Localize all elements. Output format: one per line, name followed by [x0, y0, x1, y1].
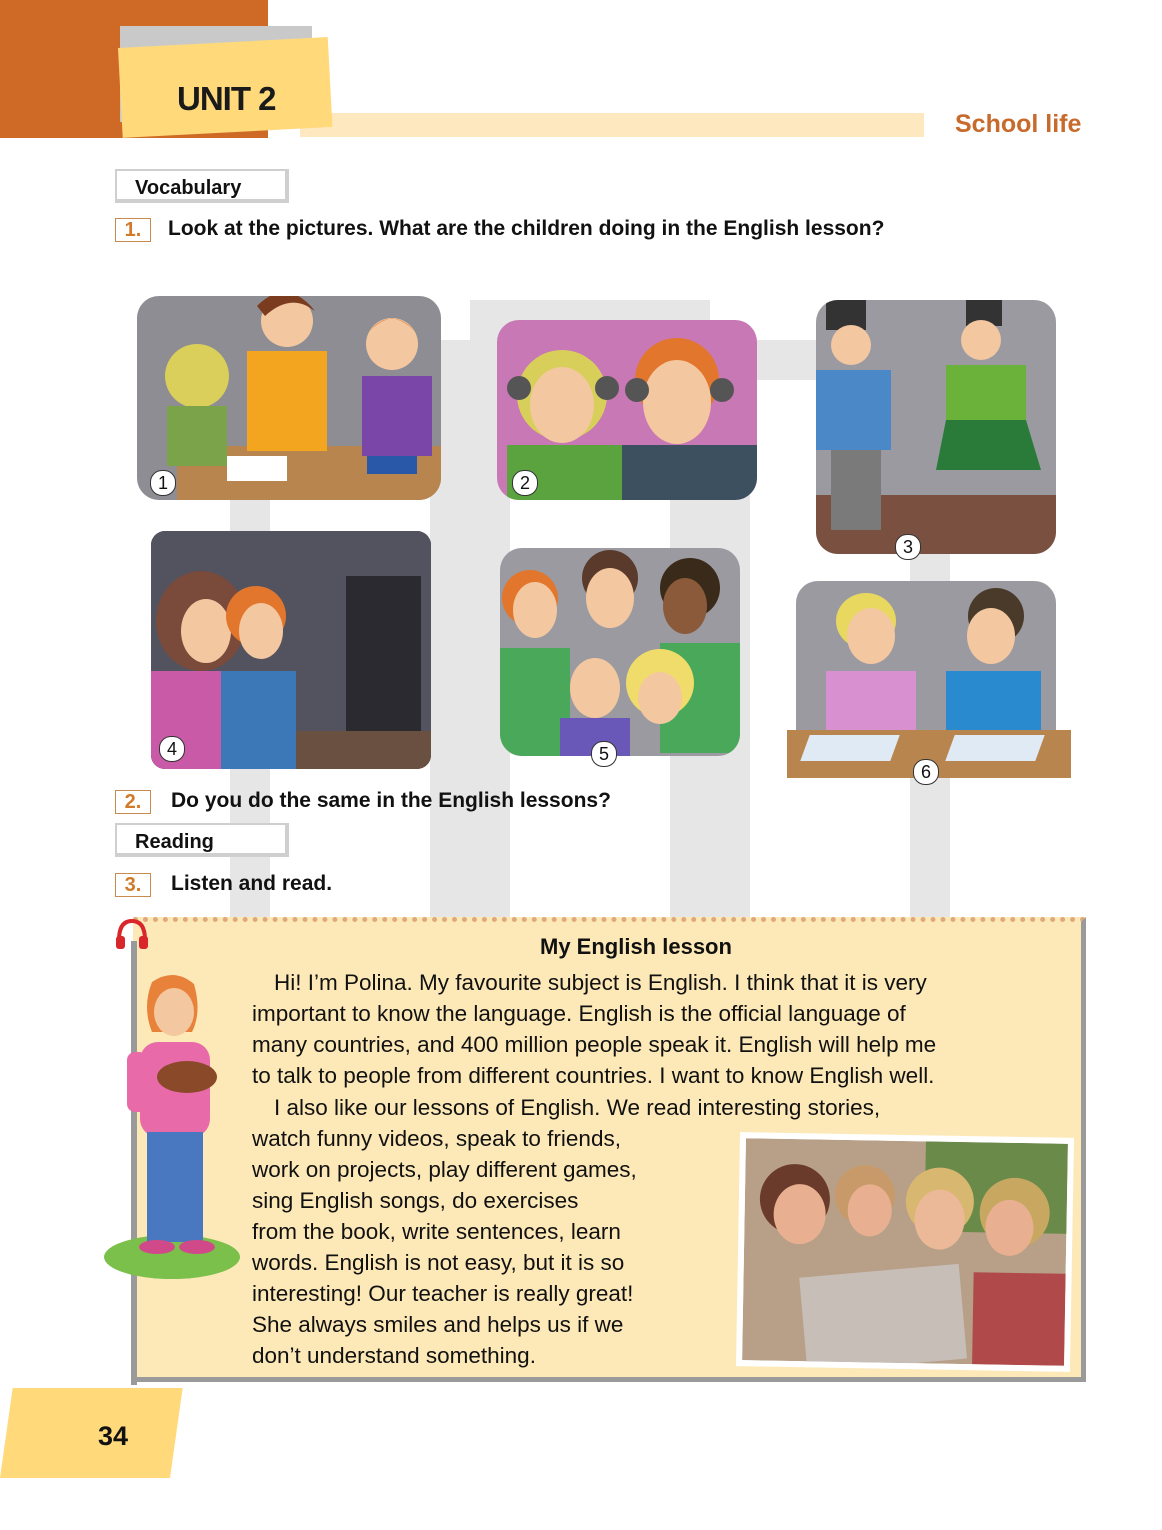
reading-line-3: many countries, and 400 million people speak it. English will help me — [252, 1032, 937, 1057]
reading-line-1: Hi! I’m Polina. My favourite subject is English. I think that it is very — [274, 970, 927, 995]
task-3-number: 3. — [115, 873, 151, 897]
page-number-tab — [0, 1388, 183, 1478]
classroom-photo — [736, 1132, 1074, 1372]
picture-4-number: 4 — [159, 736, 185, 762]
reading-line-4: to talk to people from different countries. I want to know English well. — [252, 1063, 935, 1088]
header-strip — [300, 113, 924, 137]
reading-line-13: don’t understand something. — [252, 1343, 536, 1368]
reading-tab: Reading — [115, 823, 289, 857]
picture-6-paper-left — [800, 735, 899, 761]
picture-3-number: 3 — [895, 534, 921, 560]
picture-6-paper-right — [945, 735, 1044, 761]
reading-line-8: sing English songs, do exercises — [252, 1188, 579, 1213]
picture-1 — [137, 296, 441, 500]
headphones-icon[interactable] — [114, 918, 150, 950]
picture-5 — [500, 548, 740, 756]
task-3-text: Listen and read. — [171, 872, 333, 895]
picture-5-number: 5 — [591, 741, 617, 767]
picture-6-number: 6 — [913, 759, 939, 785]
unit-title: UNIT 2 — [177, 80, 276, 117]
page-number: 34 — [98, 1421, 129, 1451]
task-2-number: 2. — [115, 790, 151, 814]
reading-line-10: words. English is not easy, but it is so — [252, 1250, 625, 1275]
reading-title: My English lesson — [540, 934, 732, 959]
picture-3 — [816, 300, 1056, 554]
task-2-text: Do you do the same in the English lessons? — [171, 789, 611, 812]
reading-line-9: from the book, write sentences, learn — [252, 1219, 621, 1244]
task-1-text: Look at the pictures. What are the children doing in the English lesson? — [168, 217, 885, 240]
reading-line-7: work on projects, play different games, — [252, 1157, 637, 1182]
picture-2-number: 2 — [512, 470, 538, 496]
reading-line-5: I also like our lessons of English. We read interesting stories, — [274, 1095, 881, 1120]
picture-4 — [151, 531, 431, 769]
reading-line-2: important to know the language. English is the official language of — [252, 1001, 906, 1026]
reading-line-12: She always smiles and helps us if we — [252, 1312, 624, 1337]
section-title: School life — [955, 110, 1082, 138]
vocabulary-tab: Vocabulary — [115, 169, 289, 203]
task-1-number: 1. — [115, 218, 151, 242]
reading-line-11: interesting! Our teacher is really great! — [252, 1281, 634, 1306]
reading-line-6: watch funny videos, speak to friends, — [252, 1126, 621, 1151]
picture-1-number: 1 — [150, 470, 176, 496]
polina-illustration — [102, 972, 242, 1282]
picture-2 — [497, 320, 757, 500]
